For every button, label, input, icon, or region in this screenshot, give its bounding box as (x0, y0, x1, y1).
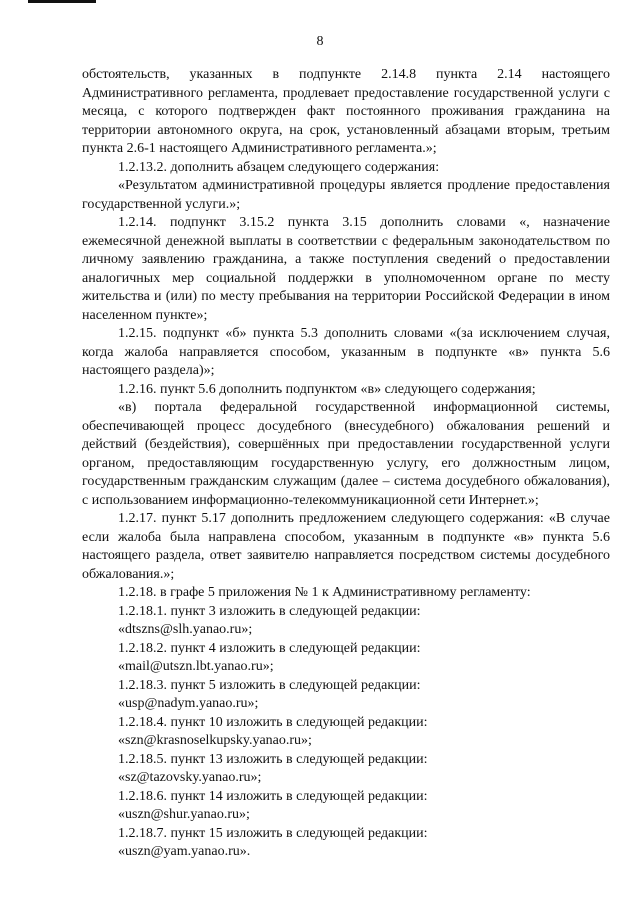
email-value: «dtszns@slh.yanao.ru»; (118, 622, 253, 637)
paragraph: 1.2.18.4. пункт 10 изложить в следующей редакции: (118, 714, 428, 730)
email-value: «sz@tazovsky.yanao.ru»; (118, 770, 262, 785)
paragraph: 1.2.18.6. пункт 14 изложить в следующей редакции: (118, 788, 428, 804)
paragraph: обстоятельств, указанных в подпункте 2.14.8 пункта 2.14 настоящего Административного регламента, продлевает предоставление государственной услуги с месяца, с которого подтвержден факт постоянного проживания гражданина на территории автономного округа, на срок, установленный абзацами вторым, третьим пункта 2.6-1 настоящего Административного регламента.»; (82, 67, 610, 156)
paragraph: «Результатом административной процедуры является продление предоставления государственной услуги.»; (82, 178, 610, 212)
paragraph: «в) портала федеральной государственной информационной системы, обеспечивающей процесс досудебного (внесудебного) обжалования решений и действий (бездействия), совершённых при предоставлении государственной услуги органом, предоставляющим государственную услугу, его должностным лицом, государственным гражданским служащим (далее – система досудебного обжалования), с использованием информационно-телекоммуникационной сети Интернет.»; (82, 400, 610, 508)
page-number: 8 (316, 34, 324, 49)
paragraph: 1.2.18.1. пункт 3 изложить в следующей редакции: (118, 603, 421, 619)
email-value: «usp@nadym.yanao.ru»; (118, 696, 259, 711)
paragraph: 1.2.15. подпункт «б» пункта 5.3 дополнить словами «(за исключением случая, когда жалоба направляется способом, указанным в подпункте «в» пункта 5.6 настоящего раздела)»; (82, 326, 610, 378)
email-value: «szn@krasnoselkupsky.yanao.ru»; (118, 733, 312, 748)
scan-edge-mark (28, 0, 96, 3)
email-value: «uszn@yam.yanao.ru». (118, 844, 251, 859)
paragraph: 1.2.13.2. дополнить абзацем следующего содержания: (118, 159, 440, 175)
paragraph: 1.2.18.3. пункт 5 изложить в следующей редакции: (118, 677, 421, 693)
email-value: «mail@utszn.lbt.yanao.ru»; (118, 659, 274, 674)
paragraph: 1.2.14. подпункт 3.15.2 пункта 3.15 дополнить словами «, назначение ежемесячной денежной выплаты в соответствии с федеральным законодательством по личному заявлению гражданина, а также поступления сведений о предоставлении аналогичных мер социальной поддержки в уполномоченном органе по месту жительства и (или) по месту пребывания на территории Российской Федерации в ином населенном пункте»; (82, 215, 610, 323)
paragraph: 1.2.16. пункт 5.6 дополнить подпунктом «в» следующего содержания; (118, 381, 536, 397)
paragraph: 1.2.18.5. пункт 13 изложить в следующей редакции: (118, 751, 428, 767)
email-value: «uszn@shur.yanao.ru»; (118, 807, 250, 822)
paragraph: 1.2.18. в графе 5 приложения № 1 к Административному регламенту: (118, 585, 531, 600)
paragraph: 1.2.18.7. пункт 15 изложить в следующей редакции: (118, 825, 428, 841)
paragraph: 1.2.17. пункт 5.17 дополнить предложением следующего содержания: «В случае если жалоба была направлена способом, указанным в подпункте «в» пункта 5.6 настоящего раздела, ответ заявителю направляется посредством системы досудебного обжалования.»; (82, 511, 610, 582)
document-body (82, 66, 610, 862)
paragraph: 1.2.18.2. пункт 4 изложить в следующей редакции: (118, 640, 421, 656)
